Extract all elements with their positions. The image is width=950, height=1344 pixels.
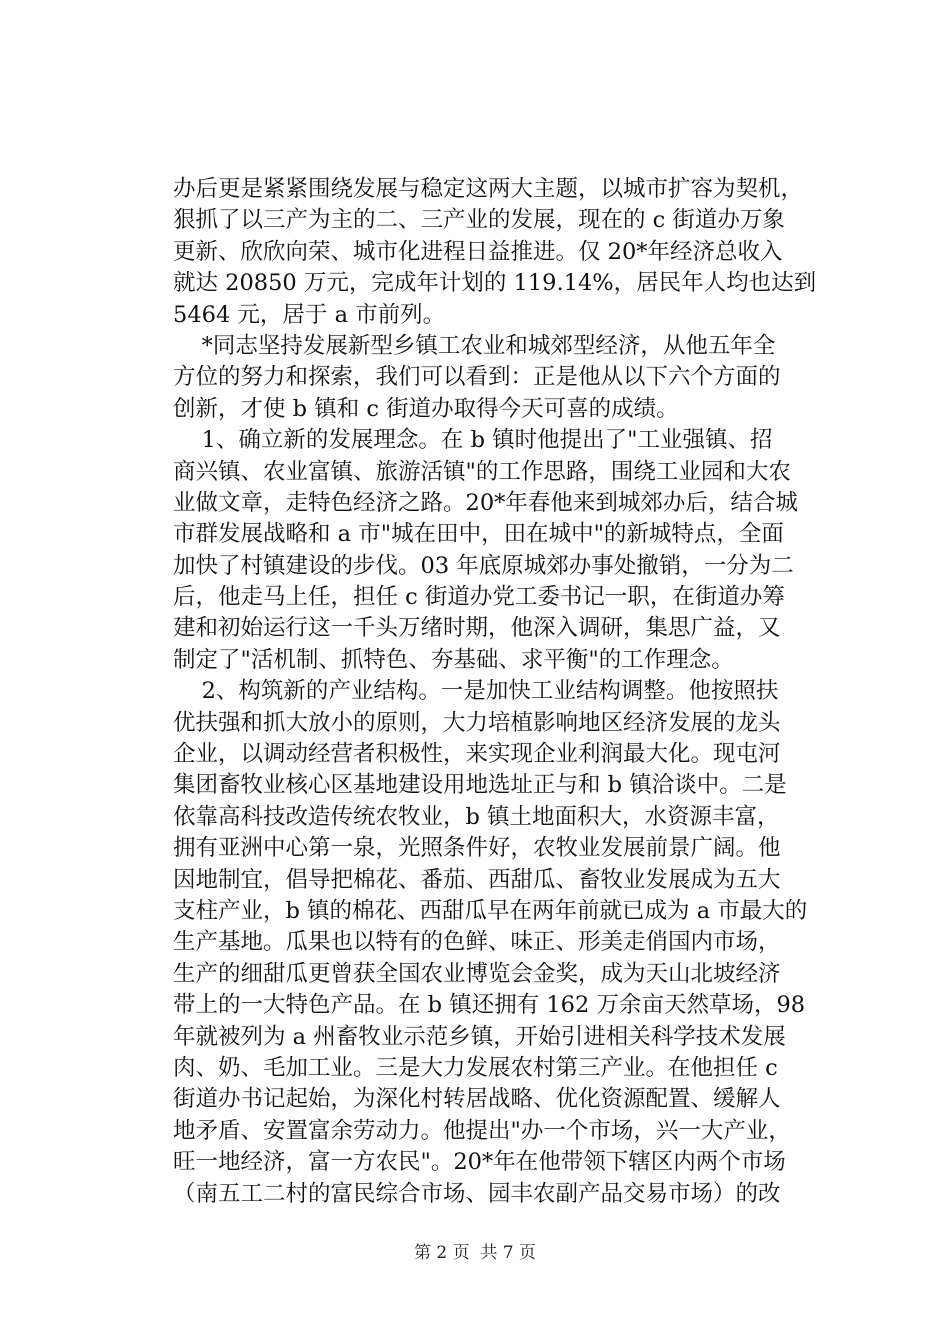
text-line: 制定了"活机制、抓特色、夯基础、求平衡"的工作理念。	[173, 646, 734, 673]
text-line: 后，他走马上任，担任 c 街道办党工委书记一职，在街道办筹	[173, 584, 785, 611]
text-line: 地矛盾、安置富余劳动力。他提出"办一个市场，兴一大产业，	[173, 1117, 791, 1144]
text-line: 商兴镇、农业富镇、旅游活镇"的工作思路，围绕工业园和大农	[173, 458, 791, 485]
text-line: 支柱产业，b 镇的棉花、西甜瓜早在两年前就已成为 a 市最大的	[173, 897, 808, 924]
text-line: 2、构筑新的产业结构。一是加快工业结构调整。他按照扶	[173, 678, 779, 705]
text-line: 就达 20850 万元，完成年计划的 119.14%，居民年人均也达到	[173, 270, 817, 297]
text-line: 带上的一大特色产品。在 b 镇还拥有 162 万余亩天然草场，98	[173, 992, 806, 1019]
text-line: 生产的细甜瓜更曾获全国农业博览会金奖，成为天山北坡经济	[173, 960, 781, 987]
text-line: 方位的努力和探索，我们可以看到：正是他从以下六个方面的	[173, 364, 781, 391]
text-line: *同志坚持发展新型乡镇工农业和城郊型经济，从他五年全	[173, 332, 776, 359]
text-line: 业做文章，走特色经济之路。20*年春他来到城郊办后，结合城	[173, 489, 798, 516]
text-line: 旺一地经济，富一方农民"。20*年在他带领下辖区内两个市场	[173, 1149, 786, 1176]
text-line: 因地制宜，倡导把棉花、番茄、西甜瓜、畜牧业发展成为五大	[173, 866, 781, 893]
text-line: 更新、欣欣向荣、城市化进程日益推进。仅 20*年经济总收入	[173, 238, 783, 265]
text-line: 加快了村镇建设的步伐。03 年底原城郊办事处撤销，一分为二	[173, 552, 794, 579]
text-line: 拥有亚洲中心第一泉，光照条件好，农牧业发展前景广阔。他	[173, 835, 781, 862]
document-body	[173, 174, 833, 1210]
text-line: 肉、奶、毛加工业。三是大力发展农村第三产业。在他担任 c	[173, 1054, 778, 1081]
text-line: 创新，才使 b 镇和 c 街道办取得今天可喜的成绩。	[173, 395, 679, 422]
text-line: 街道办书记起始，为深化村转居战略、优化资源配置、缓解人	[173, 1086, 781, 1113]
text-line: 企业，以调动经营者积极性，来实现企业利润最大化。现屯河	[173, 741, 781, 768]
text-line: 集团畜牧业核心区基地建设用地选址正与和 b 镇洽谈中。二是	[173, 772, 787, 799]
text-line: 生产基地。瓜果也以特有的色鲜、味正、形美走俏国内市场，	[173, 929, 781, 956]
text-line: 依靠高科技改造传统农牧业，b 镇土地面积大，水资源丰富，	[173, 803, 780, 830]
text-line: 建和初始运行这一千头万绪时期，他深入调研，集思广益，又	[173, 615, 781, 642]
text-line: 狠抓了以三产为主的二、三产业的发展，现在的 c 街道办万象	[173, 207, 785, 234]
text-line: 优扶强和抓大放小的原则，大力培植影响地区经济发展的龙头	[173, 709, 781, 736]
text-line: 年就被列为 a 州畜牧业示范乡镇，开始引进相关科学技术发展	[173, 1023, 786, 1050]
text-line: 1、确立新的发展理念。在 b 镇时他提出了"工业强镇、招	[173, 427, 773, 454]
text-line: （南五工二村的富民综合市场、园丰农副产品交易市场）的改	[173, 1180, 781, 1207]
text-line: 市群发展战略和 a 市"城在田中，田在城中"的新城特点，全面	[173, 521, 784, 548]
text-line: 5464 元，居于 a 市前列。	[173, 301, 446, 328]
text-line: 办后更是紧紧围绕发展与稳定这两大主题，以城市扩容为契机，	[173, 176, 804, 202]
page-footer: 第 2 页 共 7 页	[413, 1243, 537, 1263]
